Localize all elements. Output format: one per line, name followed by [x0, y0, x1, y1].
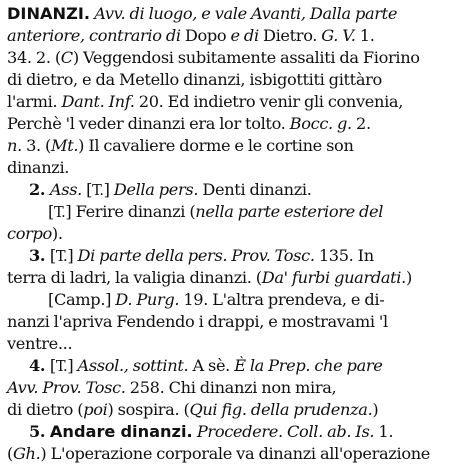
text-run: nella parte esteriore del — [195, 202, 384, 221]
text-run: Gh. — [12, 444, 41, 463]
text-run: 2. — [29, 180, 50, 199]
text-run: ) L'operazione corporale va dinanzi all'operazione — [40, 444, 431, 463]
text-run: Assol., sottint. — [77, 356, 189, 375]
entry-line — [7, 25, 375, 47]
text-run: dinanzi. — [7, 158, 70, 177]
text-run: [Camp.] — [48, 290, 116, 309]
text-run: 3. ( — [21, 136, 51, 155]
text-run: ] — [103, 180, 114, 199]
text-run: ( — [7, 444, 13, 463]
text-run: Ass. — [49, 180, 82, 199]
text-run: ). — [51, 224, 63, 243]
text-run: ] Ferire dinanzi ( — [65, 202, 196, 221]
text-run: 258. Chi dinanzi non mira, — [125, 378, 337, 397]
text-run: Qui fig. della prudenza. — [189, 400, 373, 419]
text-run: [ — [48, 202, 54, 221]
entry-line — [7, 47, 420, 69]
text-run: T. — [92, 183, 104, 199]
sense-4-line — [29, 355, 382, 377]
text-run: ) Il cavaliere dorme e le cortine son — [78, 136, 354, 155]
text-run: e di — [230, 26, 259, 45]
entry-line — [7, 69, 382, 91]
entry-line — [7, 399, 378, 421]
text-run: Da' furbi guardati. — [261, 268, 406, 287]
text-run: di dietro ( — [7, 400, 84, 419]
text-run: Perchè 'l veder dinanzi era lor tolto. — [7, 114, 290, 133]
sense-5-line — [29, 421, 393, 443]
text-run: Di parte della pers. Prov. Tosc. — [77, 246, 315, 265]
text-run: ) sospira. ( — [107, 400, 190, 419]
text-run: terra di ladri, la valigia dinanzi. ( — [7, 268, 262, 287]
text-run: ] — [67, 246, 78, 265]
text-run: poi — [83, 400, 108, 419]
text-run: [ — [49, 246, 56, 265]
text-run: Dietro. — [258, 26, 322, 45]
text-run: nanzi l'apriva Fendendo i drappi, e mostravami 'l — [7, 312, 388, 331]
text-run: 1. — [374, 422, 394, 441]
text-run: di dietro, e da Metello dinanzi, isbigottiti gittàro — [7, 70, 382, 89]
text-run: [ — [81, 180, 93, 199]
text-run: Dant. Inf. — [61, 92, 135, 111]
entry-line — [7, 311, 388, 333]
text-run: [ — [49, 356, 56, 375]
entry-line — [7, 135, 354, 157]
text-run: Avv. Prov. Tosc. — [7, 378, 126, 397]
text-run: ) Veggendosi subitamente assaliti da Fiorino — [72, 48, 420, 67]
text-run: A sè. — [188, 356, 235, 375]
text-run: corpo — [7, 224, 52, 243]
text-run: n. — [7, 136, 22, 155]
text-run: T. — [53, 205, 66, 221]
text-run: 1. — [355, 26, 375, 45]
text-run: C — [60, 48, 73, 67]
text-run: Denti dinanzi. — [198, 180, 312, 199]
text-run: 5. — [29, 422, 50, 441]
text-run: Della pers. — [113, 180, 199, 199]
sense-3-line — [29, 245, 374, 267]
text-run: anteriore, contrario di — [7, 26, 181, 45]
text-run: Avv. di luogo, e vale Avanti, Dalla parte — [94, 4, 398, 23]
text-run: DINANZI. — [7, 4, 90, 23]
entry-line-headword — [7, 3, 397, 25]
text-run: 135. In — [314, 246, 374, 265]
text-run: 34. 2. ( — [7, 48, 61, 67]
entry-line — [7, 223, 63, 245]
text-run: l'armi. — [7, 92, 62, 111]
text-run: 2. — [351, 114, 371, 133]
text-run: 20. Ed indietro venir gli convenia, — [134, 92, 404, 111]
text-run: ) — [372, 400, 379, 419]
entry-line — [7, 333, 72, 355]
entry-line — [7, 113, 371, 135]
text-run: Mt. — [50, 136, 79, 155]
text-run: T. — [55, 359, 68, 375]
text-run: ] — [67, 356, 78, 375]
entry-line — [7, 267, 412, 289]
text-run: G. V. — [321, 26, 356, 45]
entry-line — [7, 91, 403, 113]
text-run: ventre... — [7, 334, 73, 353]
sense-2-line — [29, 179, 312, 201]
text-run: 3. — [29, 246, 50, 265]
text-run: 4. — [29, 356, 50, 375]
text-run: D. Purg. — [115, 290, 180, 309]
entry-line — [48, 201, 383, 223]
entry-line — [7, 377, 336, 399]
text-run: Bocc. g. — [289, 114, 352, 133]
text-run: Andare dinanzi. — [49, 422, 193, 441]
text-run: T. — [55, 249, 68, 265]
entry-line — [7, 443, 430, 465]
text-run: Dopo — [180, 26, 231, 45]
text-run: 19. L'altra prendeva, e di- — [179, 290, 385, 309]
entry-line — [48, 289, 384, 311]
text-run: ) — [405, 268, 412, 287]
entry-line — [7, 157, 69, 179]
text-run: È la Prep. che pare — [234, 356, 383, 375]
text-run: Procedere. Coll. ab. Is. — [196, 422, 375, 441]
